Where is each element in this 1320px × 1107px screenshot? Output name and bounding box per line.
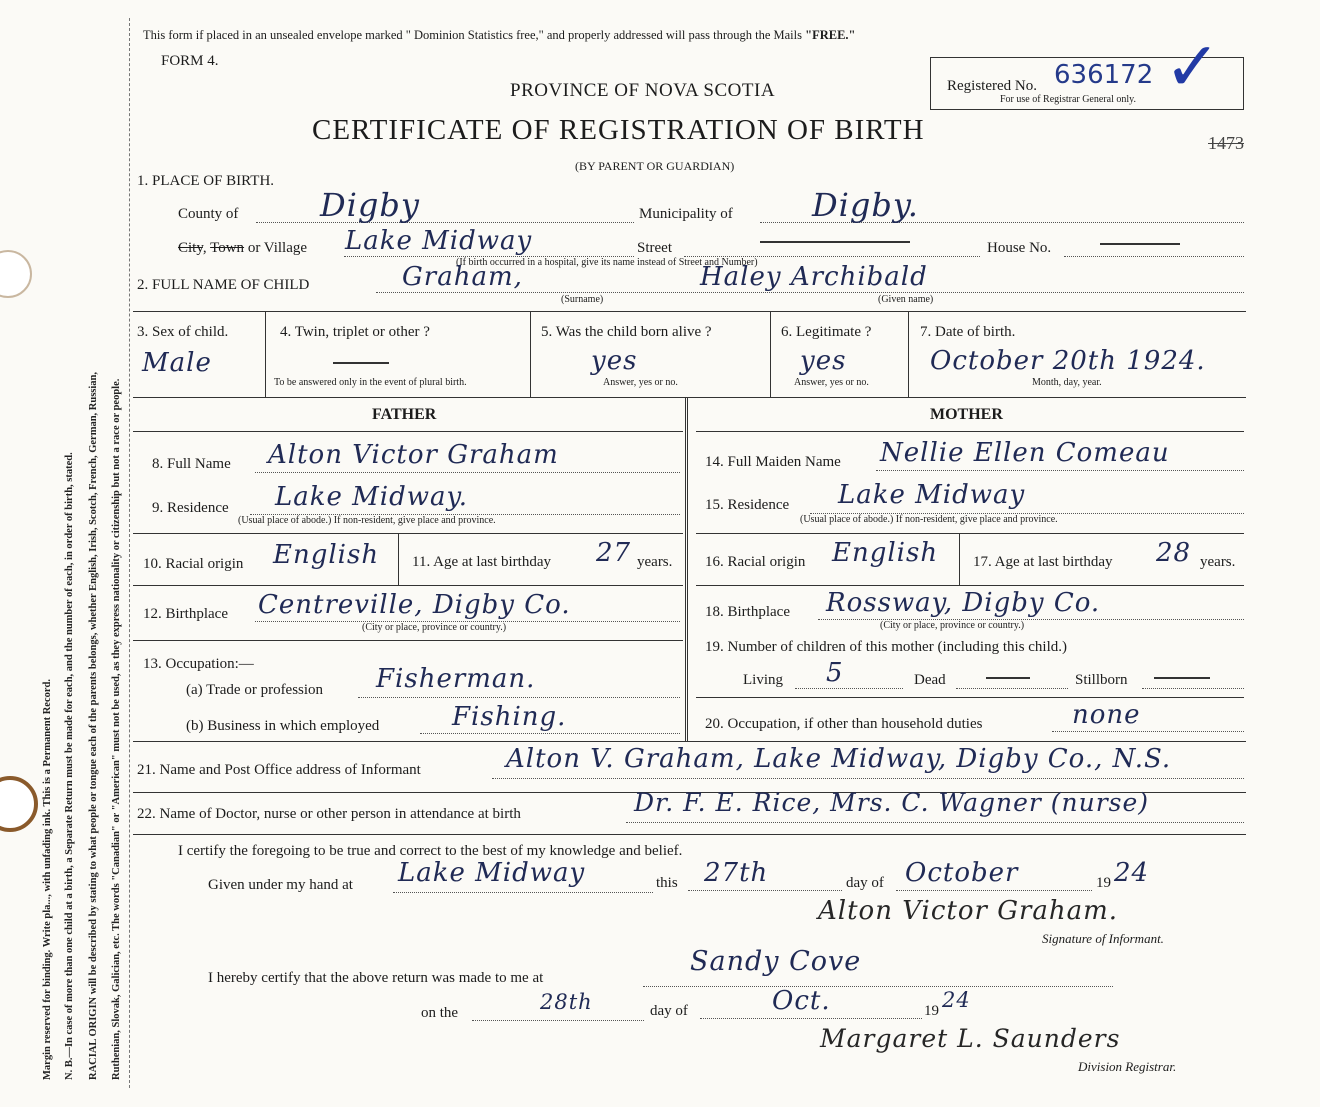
father-occupation-label: 13. Occupation:— (143, 656, 254, 672)
father-trade-label: (a) Trade or profession (186, 682, 324, 698)
father-trade-value: Fisherman. (376, 664, 536, 694)
certification-statement: I certify the foregoing to be true and correct to the best of my knowledge and belief. (178, 843, 683, 859)
sex-label: 3. Sex of child. (137, 324, 229, 340)
county-label: County of (178, 206, 239, 222)
living-value: 5 (826, 658, 844, 688)
mother-birthplace-value: Rossway, Digby Co. (826, 588, 1101, 618)
mother-age-label: 17. Age at last birthday (973, 554, 1113, 570)
punch-hole-bottom (0, 776, 38, 832)
village-label: or Village (247, 240, 308, 256)
street-dash (760, 241, 910, 243)
given-year-prefix: 19 (1096, 875, 1111, 891)
sex-value: Male (142, 348, 212, 378)
child-surname-value: Graham, (402, 262, 523, 292)
mail-notice-text: This form if placed in an unsealed envelope marked " Dominion Statistics free," and properly addressed will pass through the Mails (143, 28, 802, 42)
town-label-struck: Town (210, 240, 245, 256)
born-alive-note: Answer, yes or no. (603, 377, 678, 388)
father-age-unit: years. (637, 554, 673, 570)
father-business-label: (b) Business in which employed (186, 718, 380, 734)
registrar-statement: I hereby certify that the above return was made to me at (208, 970, 544, 986)
informant-label: 21. Name and Post Office address of Informant (137, 762, 421, 778)
mother-residence-note: (Usual place of abode.) If non-resident, give place and province. (800, 514, 1058, 525)
father-racial-label: 10. Racial origin (143, 556, 244, 572)
father-birthplace-note: (City or place, province or country.) (362, 622, 507, 633)
municipality-label: Municipality of (639, 206, 733, 222)
mother-birthplace-note: (City or place, province or country.) (880, 620, 1025, 631)
child-given-name-value: Haley Archibald (700, 262, 928, 292)
city-town-village-label: City, Town or Village (178, 240, 308, 256)
father-residence-note: (Usual place of abode.) If non-resident, give place and province. (238, 515, 496, 526)
mother-name-label: 14. Full Maiden Name (705, 454, 841, 470)
day-of-label: day of (846, 875, 884, 891)
this-label: this (656, 875, 678, 891)
informant-signature: Alton Victor Graham. (818, 896, 1119, 926)
street-label: Street (637, 240, 672, 256)
father-heading: FATHER (372, 406, 437, 423)
registrar-place-value: Sandy Cove (690, 946, 862, 977)
child-name-label: 2. FULL NAME OF CHILD (137, 277, 310, 293)
born-alive-label: 5. Was the child born alive ? (541, 324, 712, 340)
registrar-year-value: 24 (942, 988, 971, 1012)
this-day-value: 27th (704, 858, 769, 888)
given-at-value: Lake Midway (398, 858, 586, 888)
punch-hole-top (0, 250, 32, 298)
mother-residence-value: Lake Midway (838, 480, 1026, 510)
father-racial-value: English (273, 540, 380, 570)
mother-name-value: Nellie Ellen Comeau (880, 438, 1170, 468)
twin-note: To be answered only in the event of plural birth. (274, 377, 467, 388)
mother-age-unit: years. (1200, 554, 1236, 570)
date-of-birth-note: Month, day, year. (1032, 377, 1102, 388)
registrar-use-note: For use of Registrar General only. (1000, 94, 1136, 105)
father-age-value: 27 (596, 538, 632, 568)
margin-note-binding: Margin reserved for binding. Write pla..., with unfading ink. This is a Permanent Record. (42, 679, 53, 1080)
informant-value: Alton V. Graham, Lake Midway, Digby Co., N.S. (506, 744, 1172, 774)
on-the-label: on the (421, 1005, 459, 1021)
doctor-value: Dr. F. E. Rice, Mrs. C. Wagner (nurse) (634, 788, 1150, 817)
margin-note-racial-origin: RACIAL ORIGIN will be described by stating to what people or tongue each of the parents belongs, whether English, Irish, Scotch, French, German, Russian, (88, 371, 99, 1080)
father-business-value: Fishing. (452, 702, 567, 732)
margin-note-nationality: Ruthenian, Slovak, Galician, etc. The words "Canadian" or "American" must not be used, as they express nationality or citizenship but not a race or people. (111, 378, 122, 1080)
margin-rule (129, 18, 130, 1088)
given-name-caption: (Given name) (878, 294, 934, 305)
house-no-dash (1100, 243, 1180, 245)
surname-caption: (Surname) (561, 294, 604, 305)
legitimate-value: yes (800, 346, 847, 376)
village-value: Lake Midway (345, 226, 533, 256)
registrar-day-of-label: day of (650, 1003, 688, 1019)
twin-label: 4. Twin, triplet or other ? (280, 324, 430, 340)
mother-occupation-label: 20. Occupation, if other than household duties (705, 716, 983, 732)
county-value: Digby (320, 186, 420, 224)
living-label: Living (743, 672, 783, 688)
certificate-title: CERTIFICATE OF REGISTRATION OF BIRTH (312, 114, 925, 146)
father-birthplace-value: Centreville, Digby Co. (258, 590, 571, 620)
father-name-value: Alton Victor Graham (268, 440, 559, 470)
legitimate-label: 6. Legitimate ? (781, 324, 872, 340)
date-of-birth-label: 7. Date of birth. (920, 324, 1016, 340)
given-at-label: Given under my hand at (208, 877, 353, 893)
mother-heading: MOTHER (930, 406, 1003, 423)
father-name-label: 8. Full Name (152, 456, 231, 472)
mother-occupation-value: none (1072, 700, 1141, 730)
house-no-label: House No. (987, 240, 1052, 256)
mail-free-label: "FREE." (805, 28, 856, 42)
hospital-note: (If birth occurred in a hospital, give its name instead of Street and Number) (456, 257, 758, 268)
father-residence-label: 9. Residence (152, 500, 229, 516)
mother-residence-label: 15. Residence (705, 497, 790, 513)
father-birthplace-label: 12. Birthplace (143, 606, 228, 622)
registered-no-value: 636172 (1054, 60, 1154, 90)
registrar-month-value: Oct. (772, 986, 831, 1016)
date-of-birth-value: October 20th 1924. (930, 346, 1206, 376)
born-alive-value: yes (591, 346, 638, 376)
certificate-subtitle: (BY PARENT OR GUARDIAN) (575, 159, 735, 173)
father-residence-value: Lake Midway. (275, 482, 469, 512)
registrar-year-prefix: 19 (924, 1003, 939, 1019)
municipality-value: Digby. (812, 186, 919, 224)
mother-age-value: 28 (1156, 538, 1192, 568)
informant-signature-caption: Signature of Informant. (1042, 931, 1164, 946)
registered-no-label: Registered No. (947, 78, 1037, 94)
father-age-label: 11. Age at last birthday (412, 554, 551, 570)
registrar-signature-caption: Division Registrar. (1078, 1059, 1177, 1074)
mother-racial-value: English (832, 538, 939, 568)
given-year-value: 24 (1114, 858, 1150, 888)
twin-dash (333, 362, 389, 364)
given-month-value: October (905, 858, 1019, 888)
stillborn-dash (1154, 677, 1210, 679)
registrar-signature: Margaret L. Saunders (820, 1024, 1121, 1053)
struck-registration-number: 1473 (1208, 133, 1244, 153)
registrar-day-value: 28th (540, 990, 593, 1014)
doctor-label: 22. Name of Doctor, nurse or other person in attendance at birth (137, 806, 521, 822)
mother-birthplace-label: 18. Birthplace (705, 604, 790, 620)
margin-note-multiple-births: N. B.—In case of more than one child at a birth, a Separate Return must be made for each, and the number of each, in order of birth, stated. (64, 452, 75, 1080)
mother-children-label: 19. Number of children of this mother (including this child.) (705, 639, 1068, 655)
place-of-birth-heading: 1. PLACE OF BIRTH. (137, 173, 275, 189)
dead-label: Dead (914, 672, 946, 688)
registrar-check-mark: ✓ (1164, 28, 1221, 107)
mail-notice (143, 28, 855, 43)
form-number: FORM 4. (161, 53, 219, 69)
dead-dash (986, 677, 1030, 679)
province-heading: PROVINCE OF NOVA SCOTIA (510, 80, 776, 101)
mother-racial-label: 16. Racial origin (705, 554, 806, 570)
legitimate-note: Answer, yes or no. (794, 377, 869, 388)
city-label-struck: City (178, 240, 203, 256)
stillborn-label: Stillborn (1075, 672, 1128, 688)
